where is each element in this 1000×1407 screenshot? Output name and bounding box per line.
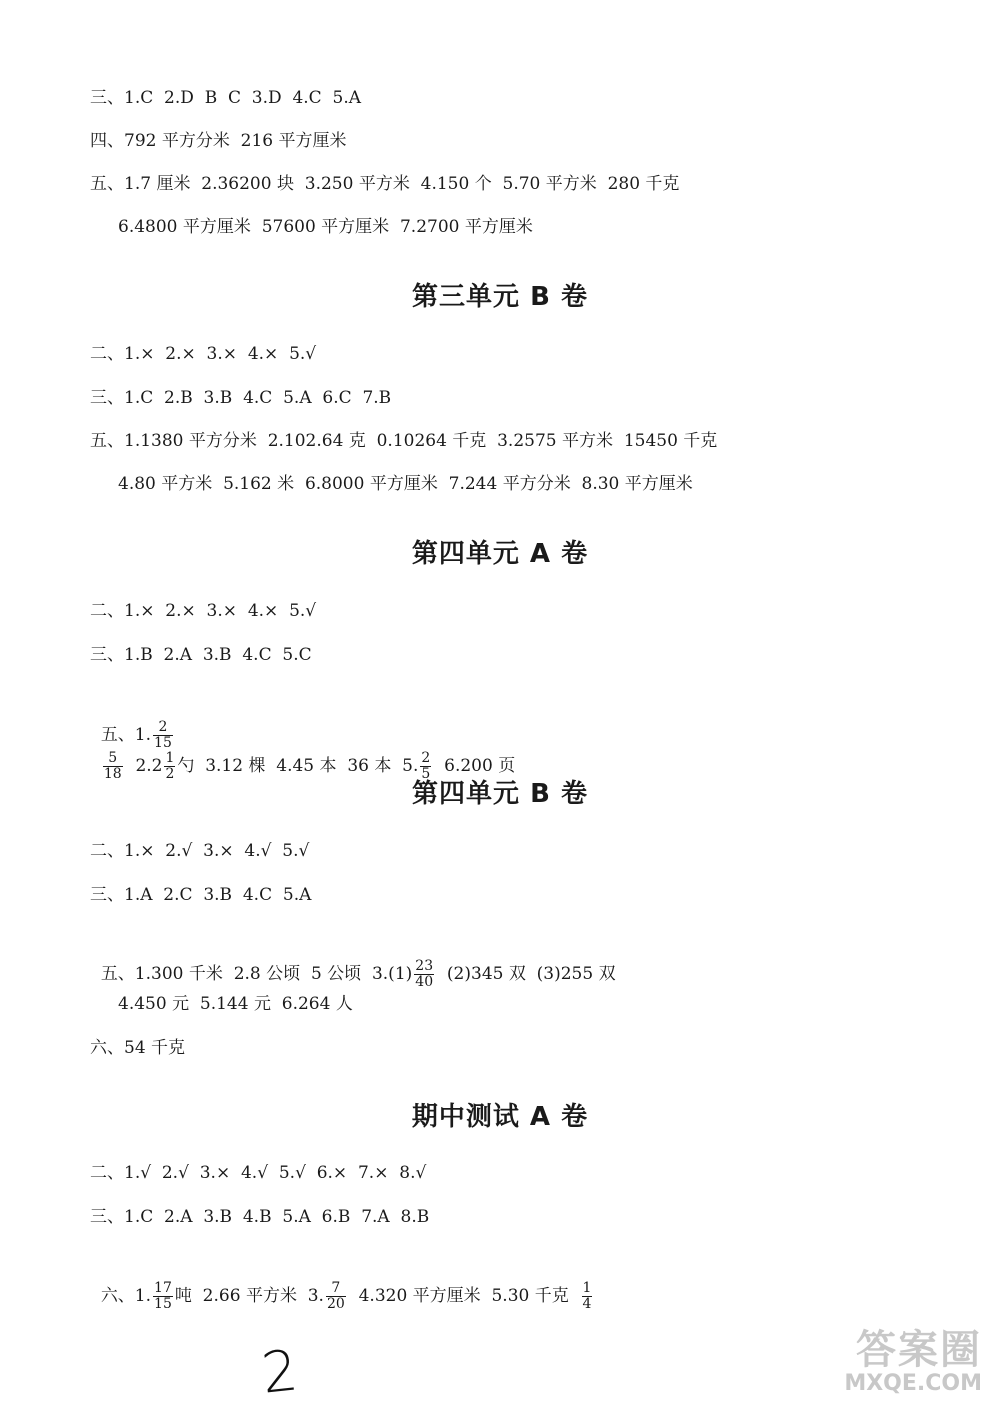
text-segment: 六、1. xyxy=(100,1286,152,1306)
fraction xyxy=(153,720,173,751)
answer-line: 五、1.1380 平方分米 2.102.64 克 0.10264 千克 3.2575 平方米 15450 千克 xyxy=(90,431,718,451)
numerator: 1 xyxy=(165,750,175,766)
numerator: 1 xyxy=(582,1280,592,1296)
numerator: 2 xyxy=(421,750,431,766)
text-segment: (2)345 双 (3)255 双 xyxy=(436,964,616,984)
text-segment: 6.200 页 xyxy=(433,756,516,776)
answer-line: 二、1.× 2.√ 3.× 4.√ 5.√ xyxy=(90,841,310,861)
denominator: 5 xyxy=(421,766,431,782)
denominator: 15 xyxy=(154,735,172,751)
answer-line xyxy=(90,696,515,782)
denominator: 2 xyxy=(165,766,175,782)
answer-line: 二、1.× 2.× 3.× 4.× 5.√ xyxy=(90,601,317,621)
fraction xyxy=(153,1281,173,1312)
answer-line: 二、1.× 2.× 3.× 4.× 5.√ xyxy=(90,344,317,364)
section-heading: 第四单元 A 卷 xyxy=(411,539,589,569)
section-heading: 第三单元 B 卷 xyxy=(412,282,588,312)
answer-line: 4.450 元 5.144 元 6.264 人 xyxy=(118,994,353,1014)
text-segment: 吨 2.66 平方米 3. xyxy=(174,1286,324,1306)
numerator: 2 xyxy=(153,720,173,736)
fraction xyxy=(582,1281,593,1312)
section-heading: 第四单元 B 卷 xyxy=(412,779,588,809)
denominator: 18 xyxy=(103,766,122,782)
text-segment: 勺 3.12 棵 4.45 本 36 本 5. xyxy=(177,756,419,776)
watermark-logo xyxy=(782,1318,982,1398)
numerator: 17 xyxy=(154,1280,172,1296)
answer-line: 三、1.C 2.A 3.B 4.B 5.A 6.B 7.A 8.B xyxy=(90,1207,430,1227)
answer-line xyxy=(90,1257,594,1312)
answer-line: 三、1.B 2.A 3.B 4.C 5.C xyxy=(90,645,312,665)
answer-line: 六、54 千克 xyxy=(90,1038,186,1058)
answer-line: 三、1.A 2.C 3.B 4.C 5.A xyxy=(90,885,312,905)
text-segment: 五、1.300 千米 2.8 公顷 5 公顷 3.(1) xyxy=(100,964,413,984)
denominator: 20 xyxy=(326,1296,345,1312)
watermark-site: MXQE.COM xyxy=(844,1371,982,1396)
fraction xyxy=(326,1281,346,1312)
fraction xyxy=(414,959,434,990)
answer-line: 4.80 平方米 5.162 米 6.8000 平方厘米 7.244 平方分米 8.30 平方厘米 xyxy=(118,474,693,494)
answer-line: 二、1.√ 2.√ 3.× 4.√ 5.√ 6.× 7.× 8.√ xyxy=(90,1163,427,1183)
section-heading: 期中测试 A 卷 xyxy=(411,1102,589,1132)
numerator: 7 xyxy=(326,1281,346,1297)
text-segment: 五、1. xyxy=(100,725,152,745)
handwritten-page-number: 2 xyxy=(258,1338,301,1407)
answer-line: 6.4800 平方厘米 57600 平方厘米 7.2700 平方厘米 xyxy=(118,217,533,237)
answer-line: 五、1.7 厘米 2.36200 块 3.250 平方米 4.150 个 5.70 平方米 280 千克 xyxy=(90,174,680,194)
answer-line: 三、1.C 2.D B C 3.D 4.C 5.A xyxy=(90,88,361,108)
answer-line: 四、792 平方分米 216 平方厘米 xyxy=(90,131,347,151)
denominator: 40 xyxy=(415,974,434,990)
watermark-brand: 答案圈 xyxy=(856,1327,982,1373)
answer-line xyxy=(90,935,616,990)
denominator: 4 xyxy=(582,1296,592,1312)
text-segment: 4.320 平方厘米 5.30 千克 xyxy=(347,1286,580,1306)
answer-line: 三、1.C 2.B 3.B 4.C 5.A 6.C 7.B xyxy=(90,388,392,408)
denominator: 15 xyxy=(154,1296,172,1312)
text-segment: 2.2 xyxy=(124,756,163,776)
numerator: 23 xyxy=(415,958,434,974)
numerator: 5 xyxy=(103,751,123,767)
